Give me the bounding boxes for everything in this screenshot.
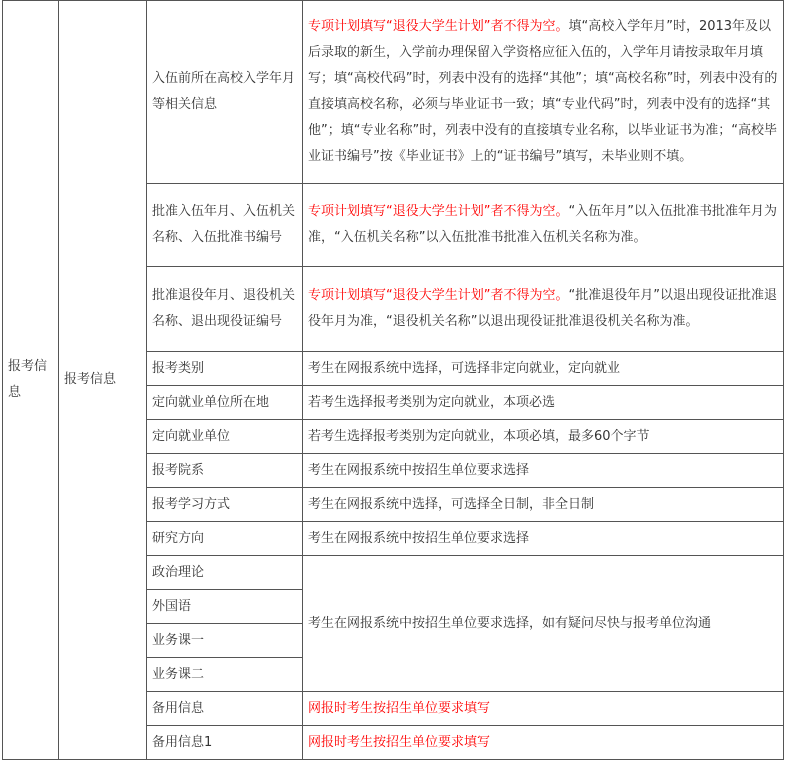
field-name: 定向就业单位 <box>147 420 303 454</box>
description-text: “入伍年月”以入伍批准书批准年月为准，“入伍机关名称”以入伍批准书批准入伍机关名称为准。 <box>308 204 777 245</box>
description-text: 填“高校入学年月”时，2013年及以后录取的新生，入学前办理保留入学资格应征入伍的，入学年月请按录取年月填写；填“高校代码”时，列表中没有的选择“其他”；填“高校名称”时，列表中没有的直接填高校名称，必须与毕业证书一致；填“专业代码”时，列表中没有的选择“其他”；填“专业名称”时，列表中没有的直接填专业名称，以毕业证书为准；“高校毕业证书编号”按《毕业证书》上的“证书编号”填写，未毕业则不填。 <box>308 19 778 164</box>
field-name: 批准退役年月、退役机关名称、退出现役证编号 <box>147 267 303 352</box>
field-description: 考生在网报系统中按招生单位要求选择 <box>303 454 784 488</box>
subject-name: 业务课一 <box>147 624 303 658</box>
subject-name: 外国语 <box>147 590 303 624</box>
field-description: 若考生选择报考类别为定向就业，本项必选 <box>303 386 784 420</box>
field-description <box>303 1 784 184</box>
section-label: 报考信息 <box>3 1 59 760</box>
field-description <box>303 184 784 267</box>
field-name: 备用信息1 <box>147 726 303 760</box>
field-description: 考生在网报系统中选择，可选择全日制，非全日制 <box>303 488 784 522</box>
subject-name: 政治理论 <box>147 556 303 590</box>
field-name: 报考院系 <box>147 454 303 488</box>
field-description <box>303 267 784 352</box>
required-note: 专项计划填写“退役大学生计划”者不得为空。 <box>308 19 569 34</box>
field-name: 入伍前所在高校入学年月等相关信息 <box>147 1 303 184</box>
field-name: 备用信息 <box>147 692 303 726</box>
field-description: 网报时考生按招生单位要求填写 <box>303 726 784 760</box>
description-text: “批准退役年月”以退出现役证批准退役年月为准，“退役机关名称”以退出现役证批准退役机关名称为准。 <box>308 288 777 329</box>
field-description: 网报时考生按招生单位要求填写 <box>303 692 784 726</box>
table-row <box>3 1 784 184</box>
field-name: 研究方向 <box>147 522 303 556</box>
subject-name: 业务课二 <box>147 658 303 692</box>
registration-info-table <box>2 0 784 760</box>
field-name: 报考类别 <box>147 352 303 386</box>
subjects-description: 考生在网报系统中按招生单位要求选择，如有疑问尽快与报考单位沟通 <box>303 556 784 692</box>
field-description: 考生在网报系统中选择，可选择非定向就业，定向就业 <box>303 352 784 386</box>
required-note: 专项计划填写“退役大学生计划”者不得为空。 <box>308 204 569 219</box>
field-name: 批准入伍年月、入伍机关名称、入伍批准书编号 <box>147 184 303 267</box>
field-name: 定向就业单位所在地 <box>147 386 303 420</box>
required-note: 专项计划填写“退役大学生计划”者不得为空。 <box>308 288 569 303</box>
field-description: 考生在网报系统中按招生单位要求选择 <box>303 522 784 556</box>
field-description: 若考生选择报考类别为定向就业，本项必填，最多60个字节 <box>303 420 784 454</box>
group-label: 报考信息 <box>59 1 147 760</box>
field-name: 报考学习方式 <box>147 488 303 522</box>
